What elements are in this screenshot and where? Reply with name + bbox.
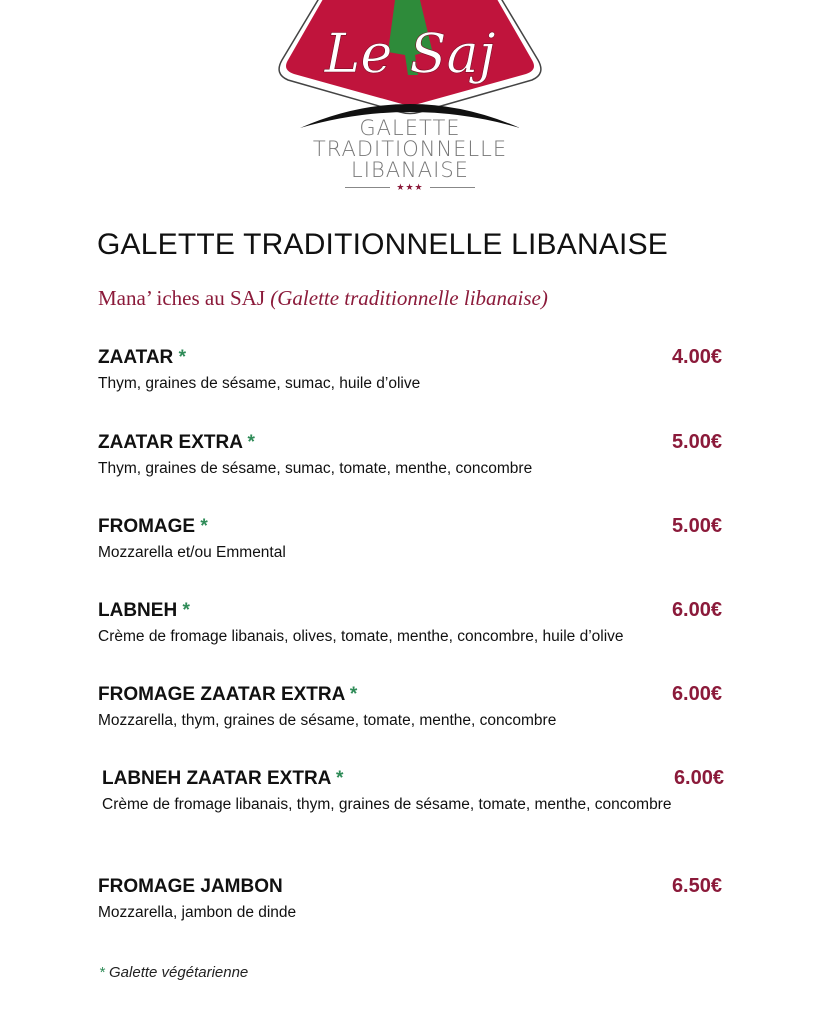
item-name: ZAATAR * [98, 347, 186, 368]
item-price: 5.00€ [671, 515, 722, 537]
item-price: 6.00€ [671, 599, 722, 621]
menu-item [98, 875, 722, 924]
logo-line-1: GALETTE [359, 116, 461, 140]
svg-text:Le Saj: Le Saj [324, 22, 496, 85]
menu-item [98, 431, 722, 480]
item-price: 6.00€ [673, 767, 724, 789]
item-price: 4.00€ [671, 346, 722, 368]
vegetarian-star: * [178, 347, 186, 368]
menu-item [98, 515, 722, 564]
menu-item [102, 767, 726, 816]
menu-item [98, 599, 722, 648]
vegetarian-star: * [335, 768, 344, 789]
item-description: Crème de fromage libanais, olives, tomate, menthe, concombre, huile d’olive [98, 628, 624, 645]
vegetarian-star: * [247, 432, 255, 453]
vegetarian-star: * [182, 600, 190, 621]
item-name: ZAATAR EXTRA * [98, 432, 255, 453]
logo-line-2: TRADITIONNELLE [312, 137, 508, 161]
item-name: FROMAGE * [98, 516, 208, 537]
logo-line-3: LIBANAISE [351, 158, 469, 182]
item-price: 6.00€ [671, 683, 722, 705]
vegetarian-star: * [200, 516, 208, 537]
section-subtitle: Mana’ iches au SAJ (Galette traditionnelle libanaise) [98, 286, 548, 310]
vegetarian-footnote: * Galette végétarienne [99, 964, 249, 981]
item-description: Thym, graines de sésame, sumac, tomate, menthe, concombre [98, 460, 533, 477]
item-name: LABNEH * [98, 600, 190, 621]
item-description: Crème de fromage libanais, thym, graines de sésame, tomate, menthe, concombre [102, 796, 672, 813]
item-price: 6.50€ [671, 875, 722, 897]
menu-item [98, 683, 722, 732]
item-description: Mozzarella, jambon de dinde [98, 904, 297, 921]
item-name: FROMAGE JAMBON [98, 876, 283, 897]
item-description: Mozzarella, thym, graines de sésame, tomate, menthe, concombre [98, 712, 557, 729]
item-name: FROMAGE ZAATAR EXTRA * [98, 684, 358, 705]
vegetarian-star: * [349, 684, 358, 705]
item-description: Thym, graines de sésame, sumac, huile d’olive [98, 375, 421, 392]
logo-stars: ★★★ [270, 183, 550, 193]
item-price: 5.00€ [671, 431, 722, 453]
menu-item [98, 346, 722, 395]
item-name: LABNEH ZAATAR EXTRA * [102, 768, 344, 789]
page-title: GALETTE TRADITIONNELLE LIBANAISE [97, 228, 669, 261]
item-description: Mozzarella et/ou Emmental [98, 544, 286, 561]
